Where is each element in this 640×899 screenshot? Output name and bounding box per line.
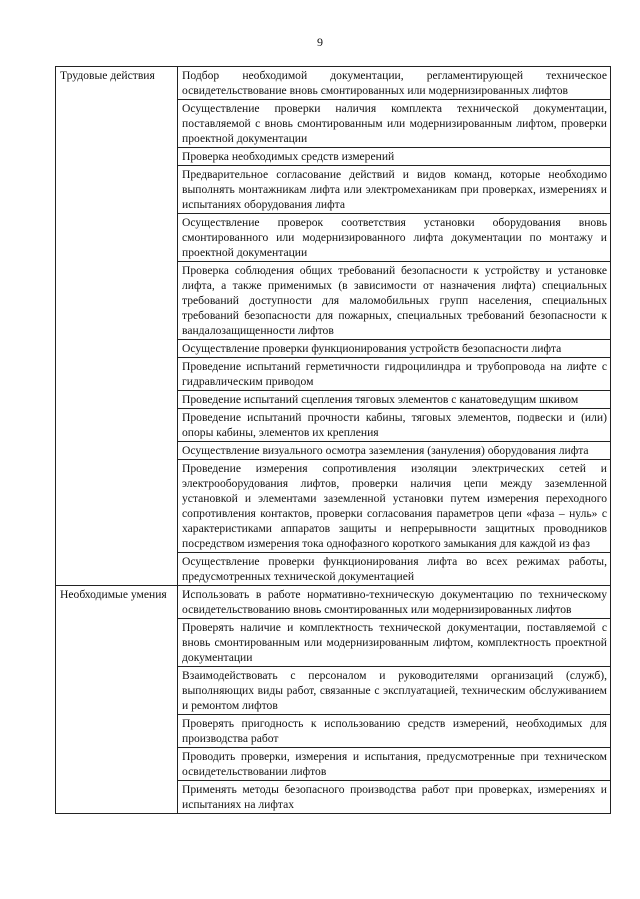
table-cell: Проведение испытаний герметичности гидроцилиндра и трубопровода на лифте с гидравлическим приводом <box>178 358 611 391</box>
table-row <box>56 67 611 100</box>
table-cell: Проверка необходимых средств измерений <box>178 148 611 166</box>
labor-functions-table <box>55 66 611 814</box>
section-label-required-skills: Необходимые умения <box>56 586 178 814</box>
table-cell: Осуществление проверки наличия комплекта технической документации, поставляемой с вновь смонтированным или модернизированным лифтом, проверки проектной документации <box>178 100 611 148</box>
table-cell: Осуществление проверки функционирования устройств безопасности лифта <box>178 340 611 358</box>
table-cell: Проверять пригодность к использованию средств измерений, необходимых для производства работ <box>178 715 611 748</box>
table-cell: Подбор необходимой документации, регламентирующей техническое освидетельствование вновь смонтированных или модернизированных лифтов <box>178 67 611 100</box>
table-cell: Проведение испытаний сцепления тяговых элементов с канатоведущим шкивом <box>178 391 611 409</box>
table-row <box>56 586 611 619</box>
table-cell: Проведение измерения сопротивления изоляции электрических сетей и электрооборудования лифтов, проверки наличия цепи между заземленной установкой и элементами заземленной установки путем измерения переходного сопротивления контактов, проверки согласования параметров цепи «фаза – нуль» с характеристиками аппаратов защиты и непрерывности защитных проводников посредством измерения тока однофазного короткого замыкания для каждой из фаз <box>178 460 611 553</box>
table-cell: Проведение испытаний прочности кабины, тяговых элементов, подвески и (или) опоры кабины, элементов их крепления <box>178 409 611 442</box>
table-cell: Предварительное согласование действий и видов команд, которые необходимо выполнять монтажникам лифта или электромеханикам при проверках, измерениях и испытаниях оборудования лифта <box>178 166 611 214</box>
table-cell: Проверка соблюдения общих требований безопасности к устройству и установке лифта, а также применимых (в зависимости от назначения лифта) специальных требований доступности для маломобильных групп населения, специальных требований безопасности для пожарных, специальных требований безопасности к вандалозащищенности лифтов <box>178 262 611 340</box>
table-cell: Осуществление проверок соответствия установки оборудования вновь смонтированного или модернизированного лифта документации по монтажу и проектной документации <box>178 214 611 262</box>
table-cell: Применять методы безопасного производства работ при проверках, измерениях и испытаниях на лифтах <box>178 781 611 814</box>
table-cell: Взаимодействовать с персоналом и руководителями организаций (служб), выполняющих виды работ, связанные с эксплуатацией, техническим обслуживанием и ремонтом лифтов <box>178 667 611 715</box>
table-cell: Использовать в работе нормативно-техническую документацию по техническому освидетельствованию вновь смонтированных или модернизированных лифтов <box>178 586 611 619</box>
page-number: 9 <box>317 35 323 49</box>
table-cell: Осуществление проверки функционирования лифта во всех режимах работы, предусмотренных технической документацией <box>178 553 611 586</box>
table-cell: Проводить проверки, измерения и испытания, предусмотренные при техническом освидетельствовании лифтов <box>178 748 611 781</box>
table-cell: Осуществление визуального осмотра заземления (зануления) оборудования лифта <box>178 442 611 460</box>
section-label-labor-actions: Трудовые действия <box>56 67 178 586</box>
table-cell: Проверять наличие и комплектность технической документации, поставляемой с вновь смонтированным или модернизированным лифтом, комплектность проектной документации <box>178 619 611 667</box>
